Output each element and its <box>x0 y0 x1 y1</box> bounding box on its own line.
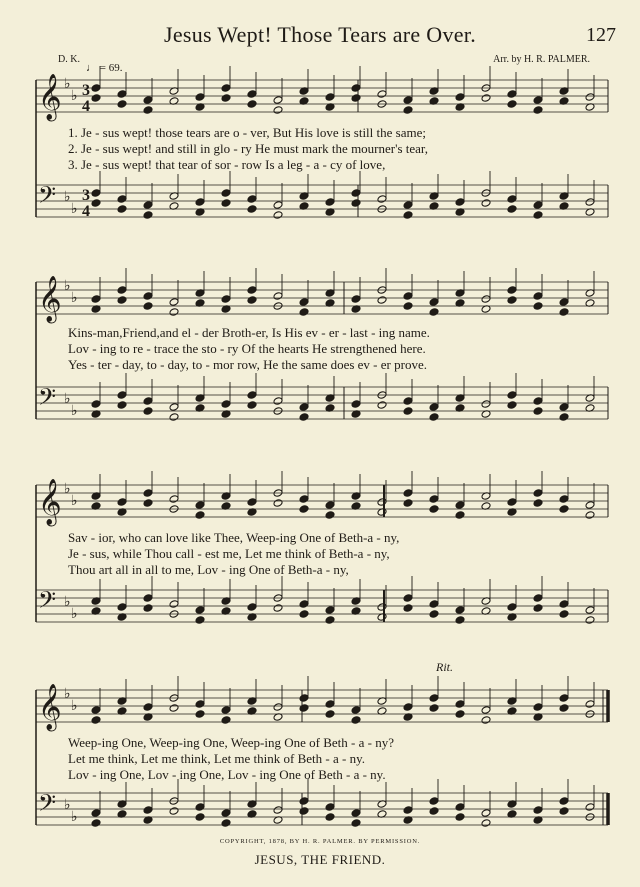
note-head <box>143 499 153 508</box>
note-head <box>455 606 465 615</box>
note-head <box>273 292 283 301</box>
flat-sign: ♭ <box>71 606 78 622</box>
note-head <box>221 189 231 198</box>
flat-sign: ♭ <box>64 278 71 294</box>
note-head <box>195 700 205 709</box>
time-signature-digit: 3 <box>82 187 90 204</box>
note-head <box>585 198 595 207</box>
note-head <box>143 201 153 210</box>
flat-sign: ♭ <box>64 594 71 610</box>
note-head <box>143 96 153 105</box>
note-head <box>481 295 491 304</box>
lyric-line-s4-v2: Let me think, Let me think, Let me think of Beth - a - ny. <box>68 751 366 766</box>
note-head <box>247 603 257 612</box>
note-head <box>299 308 309 317</box>
note-head <box>299 694 309 703</box>
flat-sign: ♭ <box>71 403 78 419</box>
flat-sign: ♭ <box>71 809 78 825</box>
note-head <box>299 797 309 806</box>
note-head <box>169 807 179 816</box>
note-head <box>299 600 309 609</box>
note-head <box>221 819 231 828</box>
note-head <box>351 84 361 93</box>
note-head <box>247 286 257 295</box>
note-head <box>559 797 569 806</box>
note-head <box>117 391 127 400</box>
note-head <box>169 495 179 504</box>
note-head <box>169 298 179 307</box>
note-head <box>195 606 205 615</box>
note-head <box>507 391 517 400</box>
note-head <box>143 106 153 115</box>
note-head <box>143 211 153 220</box>
note-head <box>91 809 101 818</box>
note-head <box>559 610 569 619</box>
note-head <box>403 211 413 220</box>
note-head <box>273 499 283 508</box>
note-head <box>273 703 283 712</box>
note-head <box>195 93 205 102</box>
note-head <box>429 308 439 317</box>
flat-sign: ♭ <box>71 290 78 306</box>
ritardando-marking: Rit. <box>436 660 453 674</box>
note-head <box>533 292 543 301</box>
note-head <box>143 489 153 498</box>
note-head <box>351 199 361 208</box>
note-head <box>507 195 517 204</box>
tune-name: JESUS, THE FRIEND. <box>254 852 386 867</box>
note-head <box>195 803 205 812</box>
note-head <box>91 716 101 725</box>
note-head <box>377 603 387 612</box>
note-head <box>273 96 283 105</box>
note-head <box>533 407 543 416</box>
note-head <box>299 413 309 422</box>
note-head <box>325 93 335 102</box>
lyric-line-s3-v1: Sav - ior, who can love like Thee, Weep-ing One of Beth-a - ny, <box>68 530 400 545</box>
note-head <box>455 813 465 822</box>
note-head <box>585 501 595 510</box>
note-head <box>559 298 569 307</box>
note-head <box>559 403 569 412</box>
note-head <box>455 501 465 510</box>
time-signature-digit: 4 <box>82 203 90 220</box>
note-head <box>247 195 257 204</box>
note-head <box>117 195 127 204</box>
note-head <box>429 600 439 609</box>
note-head <box>403 292 413 301</box>
note-head <box>559 600 569 609</box>
note-head <box>325 198 335 207</box>
note-head <box>481 716 491 725</box>
note-head <box>91 199 101 208</box>
note-head <box>299 298 309 307</box>
note-head <box>247 100 257 109</box>
lyric-line-s2-v3: Yes - ter - day, to - day, to - mor row, He the same does ev - er prove. <box>68 357 427 372</box>
flat-sign: ♭ <box>64 797 71 813</box>
note-head <box>481 199 491 208</box>
note-head <box>299 403 309 412</box>
note-head <box>507 90 517 99</box>
bass-clef-icon: 𝄢 <box>38 789 57 822</box>
note-head <box>143 806 153 815</box>
note-head <box>325 803 335 812</box>
note-head <box>221 295 231 304</box>
note-head <box>533 604 543 613</box>
note-head <box>351 295 361 304</box>
note-head <box>429 403 439 412</box>
note-head <box>455 803 465 812</box>
note-head <box>247 205 257 214</box>
note-head <box>429 495 439 504</box>
note-head <box>455 710 465 719</box>
note-head <box>221 706 231 715</box>
flat-sign: ♭ <box>64 189 71 205</box>
note-head <box>429 704 439 713</box>
note-head <box>559 704 569 713</box>
flat-sign: ♭ <box>71 88 78 104</box>
note-head <box>299 505 309 514</box>
note-head <box>117 90 127 99</box>
flat-sign: ♭ <box>64 391 71 407</box>
note-head <box>169 600 179 609</box>
note-head <box>533 806 543 815</box>
note-head <box>429 807 439 816</box>
note-head <box>273 604 283 613</box>
note-head <box>507 401 517 410</box>
note-head <box>559 505 569 514</box>
note-head <box>481 819 491 828</box>
note-head <box>273 106 283 115</box>
note-head <box>91 189 101 198</box>
note-head <box>455 93 465 102</box>
note-head <box>195 813 205 822</box>
note-head <box>351 94 361 103</box>
note-head <box>221 94 231 103</box>
note-head <box>195 616 205 625</box>
flat-sign: ♭ <box>71 201 78 217</box>
note-head <box>117 286 127 295</box>
page-number: 127 <box>586 24 616 46</box>
note-head <box>507 603 517 612</box>
note-head <box>169 308 179 317</box>
lyric-line-s2-v2: Lov - ing to re - trace the sto - ry Of the hearts He strengthened here. <box>68 341 426 356</box>
note-head <box>403 397 413 406</box>
note-head <box>533 106 543 115</box>
bass-clef-icon: 𝄢 <box>38 586 57 619</box>
note-head <box>533 201 543 210</box>
note-head <box>429 610 439 619</box>
note-head <box>507 498 517 507</box>
note-head <box>455 511 465 520</box>
note-head <box>403 302 413 311</box>
lyric-line-s4-v3: Lov - ing One, Lov - ing One, Lov - ing One of Beth - a - ny. <box>68 767 386 782</box>
lyric-line-s2-v1: Kins-man,Friend,and el - der Broth-er, Is His ev - er - last - ing name. <box>68 325 430 340</box>
note-head <box>247 498 257 507</box>
meter-label: D. K. <box>58 54 80 65</box>
note-head <box>221 84 231 93</box>
note-head <box>507 100 517 109</box>
treble-clef-icon: 𝄞 <box>38 276 62 322</box>
note-head <box>429 505 439 514</box>
note-head <box>195 198 205 207</box>
note-head <box>91 84 101 93</box>
note-head <box>585 606 595 615</box>
note-head <box>559 308 569 317</box>
lyric-line-s3-v2: Je - sus, while Thou call - est me, Let me think of Beth-a - ny, <box>68 546 390 561</box>
flat-sign: ♭ <box>71 698 78 714</box>
note-head <box>403 106 413 115</box>
note-head <box>533 594 543 603</box>
note-head <box>169 403 179 412</box>
note-head <box>377 498 387 507</box>
note-head <box>299 704 309 713</box>
note-head <box>533 397 543 406</box>
note-head <box>585 700 595 709</box>
note-head <box>585 803 595 812</box>
note-head <box>455 616 465 625</box>
note-head <box>481 94 491 103</box>
note-head <box>91 295 101 304</box>
note-head <box>169 413 179 422</box>
note-head <box>325 700 335 709</box>
bass-clef-icon: 𝄢 <box>38 181 57 214</box>
note-head <box>377 90 387 99</box>
note-head <box>533 499 543 508</box>
note-head <box>273 211 283 220</box>
note-head <box>351 706 361 715</box>
note-head <box>247 391 257 400</box>
bass-clef-icon: 𝄢 <box>38 383 57 416</box>
note-head <box>143 292 153 301</box>
note-head <box>117 205 127 214</box>
note-head <box>455 700 465 709</box>
note-head <box>481 809 491 818</box>
lyric-line-s4-v1: Weep-ing One, Weep-ing One, Weep-ing One of Beth - a - ny? <box>68 735 394 750</box>
note-head <box>91 94 101 103</box>
note-head <box>299 610 309 619</box>
note-head <box>221 199 231 208</box>
note-head <box>429 298 439 307</box>
note-head <box>169 704 179 713</box>
treble-clef-icon: 𝄞 <box>38 684 62 730</box>
note-head <box>377 195 387 204</box>
note-head <box>403 806 413 815</box>
note-head <box>143 302 153 311</box>
note-head <box>299 807 309 816</box>
tempo-marking: ♩ = 69. <box>86 62 123 74</box>
note-head <box>351 819 361 828</box>
note-head <box>403 604 413 613</box>
note-head <box>221 400 231 409</box>
note-head <box>403 96 413 105</box>
note-head <box>273 201 283 210</box>
note-head <box>117 296 127 305</box>
note-head <box>455 198 465 207</box>
note-head <box>481 706 491 715</box>
note-head <box>533 703 543 712</box>
flat-sign: ♭ <box>64 76 71 92</box>
time-signature-digit: 3 <box>82 82 90 99</box>
note-head <box>117 498 127 507</box>
note-head <box>325 606 335 615</box>
note-head <box>377 296 387 305</box>
treble-clef-icon: 𝄞 <box>38 479 62 525</box>
note-head <box>325 501 335 510</box>
note-head <box>143 407 153 416</box>
note-head <box>247 401 257 410</box>
note-head <box>429 413 439 422</box>
note-head <box>91 819 101 828</box>
note-head <box>351 809 361 818</box>
note-head <box>351 716 361 725</box>
note-head <box>91 706 101 715</box>
lyric-line-s3-v3: Thou art all in all to me, Lov - ing One of Beth-a - ny, <box>68 562 349 577</box>
hymn-title: Jesus Wept! Those Tears are Over. <box>163 22 477 47</box>
note-head <box>533 96 543 105</box>
note-head <box>117 401 127 410</box>
note-head <box>559 807 569 816</box>
note-head <box>507 286 517 295</box>
note-head <box>429 797 439 806</box>
note-head <box>117 100 127 109</box>
note-head <box>533 302 543 311</box>
note-head <box>143 604 153 613</box>
lyric-line-s1-v1: 1. Je - sus wept! those tears are o - ver, But His love is still the same; <box>68 125 426 140</box>
note-head <box>117 603 127 612</box>
note-head <box>325 813 335 822</box>
note-head <box>533 489 543 498</box>
note-head <box>247 90 257 99</box>
treble-clef-icon: 𝄞 <box>38 74 62 120</box>
note-head <box>559 694 569 703</box>
time-signature-digit: 4 <box>82 98 90 115</box>
note-head <box>221 809 231 818</box>
note-head <box>559 413 569 422</box>
note-head <box>351 400 361 409</box>
lyric-line-s1-v2: 2. Je - sus wept! and still in glo - ry He must mark the mourner's tear, <box>68 141 428 156</box>
copyright-notice: COPYRIGHT, 1878, BY H. R. PALMER. BY PERMISSION. <box>219 838 421 845</box>
note-head <box>507 296 517 305</box>
note-head <box>273 806 283 815</box>
note-head <box>325 616 335 625</box>
note-head <box>403 201 413 210</box>
flat-sign: ♭ <box>64 481 71 497</box>
flat-sign: ♭ <box>64 686 71 702</box>
note-head <box>507 205 517 214</box>
note-head <box>351 189 361 198</box>
note-head <box>247 296 257 305</box>
note-head <box>585 511 595 520</box>
note-head <box>403 703 413 712</box>
note-head <box>377 401 387 410</box>
note-head <box>429 694 439 703</box>
flat-sign: ♭ <box>71 493 78 509</box>
note-head <box>533 211 543 220</box>
note-head <box>143 397 153 406</box>
note-head <box>91 400 101 409</box>
note-head <box>325 511 335 520</box>
note-head <box>403 594 413 603</box>
note-head <box>325 710 335 719</box>
note-head <box>195 710 205 719</box>
note-head <box>195 501 205 510</box>
note-head <box>559 495 569 504</box>
lyric-line-s1-v3: 3. Je - sus wept! that tear of sor - row Is a leg - a - cy of love, <box>68 157 386 172</box>
note-head <box>273 397 283 406</box>
note-head <box>143 703 153 712</box>
note-head <box>403 499 413 508</box>
note-head <box>481 400 491 409</box>
note-head <box>143 594 153 603</box>
note-head <box>195 511 205 520</box>
note-head <box>403 407 413 416</box>
note-head <box>221 716 231 725</box>
note-head <box>403 489 413 498</box>
note-head <box>585 616 595 625</box>
arranger-credit: Arr. by H. R. PALMER. <box>493 54 590 65</box>
note-head <box>299 495 309 504</box>
note-head <box>585 93 595 102</box>
